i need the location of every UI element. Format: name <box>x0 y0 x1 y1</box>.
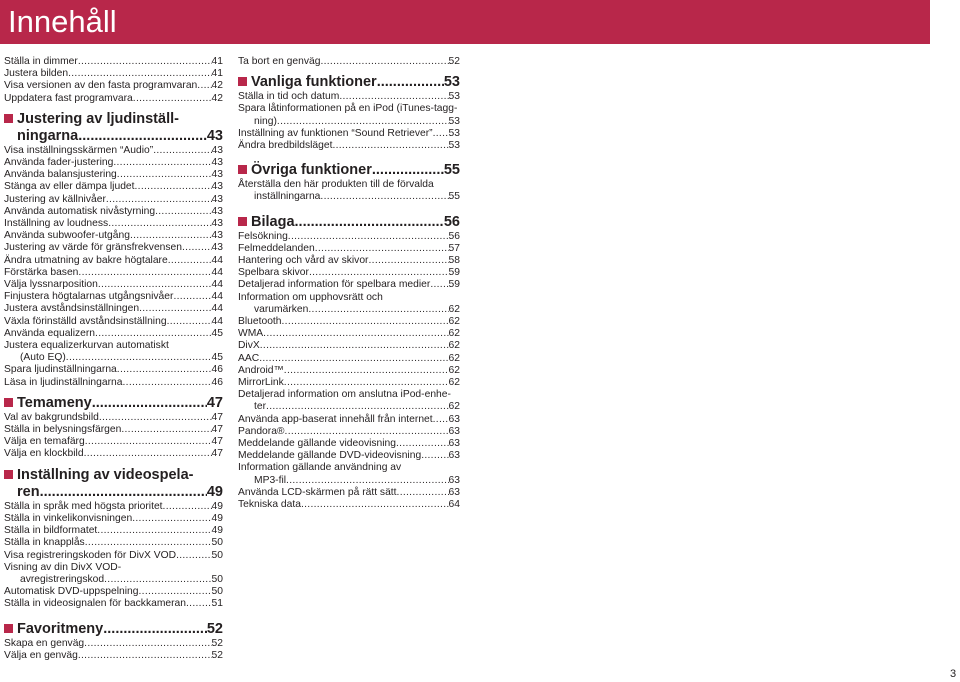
toc-entry-page: 63 <box>448 486 460 498</box>
toc-entry[interactable] <box>238 267 460 279</box>
section-heading[interactable]: Favoritmeny ..... 52 <box>4 621 223 638</box>
toc-entry-multiline[interactable] <box>4 562 223 586</box>
page-number: 3 <box>950 668 957 680</box>
toc-entry-continuation <box>238 191 460 203</box>
dot-leader <box>123 377 212 389</box>
dot-leader <box>176 550 211 562</box>
toc-entry-label: Detaljerad information om anslutna iPod-enhe- <box>238 389 451 401</box>
toc-entry-page: 44 <box>211 254 223 266</box>
toc-entry[interactable] <box>4 424 223 436</box>
toc-entry-label: Spara ljudinställningarna <box>4 364 117 376</box>
toc-entry[interactable] <box>238 140 460 152</box>
toc-entry-multiline[interactable] <box>238 292 460 316</box>
toc-entry-label: Bluetooth <box>238 316 282 328</box>
toc-entry[interactable] <box>4 218 223 230</box>
toc-entry-page: 52 <box>211 637 223 649</box>
toc-entry[interactable] <box>4 586 223 598</box>
toc-entry[interactable] <box>238 328 460 340</box>
toc-entry[interactable] <box>4 412 223 424</box>
toc-entry-label: Uppdatera fast programvara <box>4 92 133 104</box>
dot-leader <box>308 304 448 316</box>
toc-entry-label: ning) <box>254 115 277 127</box>
toc-entry[interactable] <box>238 56 460 68</box>
toc-entry-page: 44 <box>211 279 223 291</box>
toc-entry-label: Ställa in tid och datum <box>238 91 340 103</box>
toc-entry-label: Felsökning <box>238 230 288 242</box>
toc-entry-label: inställningarna <box>254 191 321 203</box>
dot-leader <box>98 279 212 291</box>
toc-entry[interactable] <box>4 145 223 157</box>
toc-column-left <box>4 56 223 662</box>
toc-entry-page: 63 <box>448 425 460 437</box>
toc-entry-page: 63 <box>448 438 460 450</box>
section-heading-continuation[interactable]: ningarna ..... 43 <box>4 128 223 145</box>
dot-leader <box>301 499 449 511</box>
dot-leader <box>309 267 449 279</box>
toc-entry[interactable] <box>238 438 460 450</box>
toc-entry-label: Justera bilden <box>4 68 69 80</box>
toc-entry[interactable] <box>4 206 223 218</box>
toc-entry-label: Ändra utmatning av bakre högtalare <box>4 254 168 266</box>
dot-leader <box>186 598 212 610</box>
toc-entry-label: Android™ <box>238 364 284 376</box>
page-title: Innehåll <box>8 4 117 39</box>
toc-entry-multiline[interactable] <box>238 179 460 203</box>
toc-entry-page: 47 <box>211 424 223 436</box>
toc-entry-label: Återställa den här produkten till de förvalda <box>238 179 434 191</box>
toc-entry[interactable] <box>4 194 223 206</box>
dot-leader <box>260 340 449 352</box>
toc-entry[interactable] <box>4 242 223 254</box>
toc-entry-page: 49 <box>211 525 223 537</box>
toc-entry[interactable] <box>4 448 223 460</box>
toc-entry[interactable] <box>238 377 460 389</box>
toc-entry-label: Ställa in knapplås <box>4 537 85 549</box>
dot-leader <box>104 574 211 586</box>
dot-leader <box>139 586 212 598</box>
dot-leader <box>167 316 212 328</box>
toc-entry-label: MirrorLink <box>238 377 284 389</box>
toc-entry[interactable] <box>4 501 223 513</box>
toc-entry-page: 46 <box>211 376 223 388</box>
toc-entry-label: Information om upphovsrätt och <box>238 291 383 303</box>
toc-entry-label: Ändra bredbildsläget <box>238 140 333 152</box>
toc-entry[interactable] <box>4 436 223 448</box>
toc-entry-page: 62 <box>448 340 460 352</box>
toc-entry-label: Skapa en genväg <box>4 637 85 649</box>
toc-entry-page: 43 <box>211 144 223 156</box>
toc-entry-multiline[interactable] <box>238 389 460 413</box>
section-marker-icon <box>238 165 247 174</box>
toc-entry[interactable] <box>238 499 460 511</box>
section-heading[interactable]: Inställning av videospela- <box>4 467 223 484</box>
dot-leader <box>135 181 212 193</box>
toc-entry[interactable] <box>4 279 223 291</box>
toc-entry[interactable] <box>238 340 460 352</box>
toc-entry-multiline[interactable] <box>4 340 223 364</box>
dot-leader <box>433 414 449 426</box>
toc-entry[interactable] <box>4 598 223 610</box>
toc-entry-page: 62 <box>448 316 460 328</box>
toc-entry[interactable] <box>238 128 460 140</box>
toc-entry[interactable] <box>4 377 223 389</box>
toc-entry-continuation <box>238 304 460 316</box>
toc-entry-page: 44 <box>211 291 223 303</box>
toc-entry-label: Spelbara skivor <box>238 267 309 279</box>
dot-leader <box>85 537 212 549</box>
toc-entry-label: Ställa in vinkelikonvisningen <box>4 512 133 524</box>
toc-entry-label: Inställning av funktionen “Sound Retriever” <box>238 127 433 139</box>
toc-entry[interactable] <box>238 231 460 243</box>
toc-entry-label: Välja en klockbild <box>4 448 84 460</box>
toc-entry-page: 50 <box>211 586 223 598</box>
dot-leader <box>78 650 212 662</box>
toc-entry-page: 44 <box>211 303 223 315</box>
toc-entry[interactable] <box>4 56 223 68</box>
toc-entry-label: Ställa in belysningsfärgen <box>4 424 122 436</box>
section-heading[interactable]: Vanliga funktioner ..... 53 <box>238 74 460 91</box>
section-marker-icon <box>238 217 247 226</box>
dot-leader <box>266 401 449 413</box>
dot-leader <box>78 267 211 279</box>
dot-leader <box>133 93 212 105</box>
toc-entry-page: 57 <box>448 242 460 254</box>
toc-entry[interactable] <box>4 80 223 92</box>
dot-leader <box>163 501 212 513</box>
dot-leader <box>397 487 449 499</box>
toc-entry-label: Tekniska data <box>238 499 301 511</box>
toc-entry-label: Information gällande användning av <box>238 462 402 474</box>
toc-entry-label: DivX <box>238 340 260 352</box>
toc-entry-page: 63 <box>448 450 460 462</box>
dot-leader <box>68 68 211 80</box>
toc-entry-label: AAC <box>238 352 260 364</box>
toc-entry-page: 50 <box>211 549 223 561</box>
toc-entry[interactable] <box>238 91 460 103</box>
toc-entry-page: 45 <box>211 352 223 364</box>
toc-entry[interactable] <box>238 243 460 255</box>
toc-entry[interactable] <box>4 157 223 169</box>
toc-entry-label: Använda balansjustering <box>4 169 117 181</box>
toc-entry[interactable] <box>4 364 223 376</box>
dot-leader <box>286 475 448 487</box>
dot-leader <box>99 412 212 424</box>
toc-entry-label: Ställa in videosignalen för backkameran <box>4 598 187 610</box>
toc-entry-page: 51 <box>211 598 223 610</box>
toc-entry[interactable] <box>4 650 223 662</box>
toc-entry[interactable] <box>238 365 460 377</box>
toc-entry-page: 47 <box>211 436 223 448</box>
dot-leader <box>320 191 448 203</box>
toc-entry-label: Använda subwoofer-utgång <box>4 230 130 242</box>
dot-leader <box>117 169 212 181</box>
toc-entry[interactable] <box>4 513 223 525</box>
toc-entry[interactable] <box>4 537 223 549</box>
dot-leader <box>117 364 212 376</box>
section-marker-icon <box>4 398 13 407</box>
dot-leader <box>108 218 211 230</box>
toc-entry[interactable] <box>4 267 223 279</box>
toc-entry-multiline[interactable] <box>238 103 460 127</box>
toc-entry[interactable] <box>4 255 223 267</box>
toc-entry-continuation <box>4 574 223 586</box>
toc-entry-page: 53 <box>448 91 460 103</box>
toc-entry-page: 62 <box>448 303 460 315</box>
toc-entry[interactable] <box>4 181 223 193</box>
toc-entry-label: Ställa in bildformatet <box>4 525 98 537</box>
dot-leader <box>113 157 211 169</box>
dot-leader <box>315 243 449 255</box>
toc-entry-page: 50 <box>211 573 223 585</box>
dot-leader <box>339 91 448 103</box>
toc-entry-label: MP3-fil <box>254 474 287 486</box>
dot-leader <box>282 316 449 328</box>
toc-entry-page: 44 <box>211 315 223 327</box>
dot-leader <box>66 352 212 364</box>
toc-entry[interactable] <box>238 279 460 291</box>
toc-entry-label: Visa inställningsskärmen “Audio” <box>4 144 154 156</box>
toc-entry-page: 47 <box>211 448 223 460</box>
toc-entry-page: 43 <box>211 157 223 169</box>
toc-entry-label: Pandora® <box>238 425 285 437</box>
toc-entry[interactable] <box>238 426 460 438</box>
toc-entry-page: 53 <box>448 127 460 139</box>
dot-leader <box>132 513 211 525</box>
toc-entry-page: 52 <box>448 56 460 67</box>
toc-entry-label: Använda app-baserat innehåll från internet <box>238 413 433 425</box>
toc-entry-label: Använda LCD-skärmen på rätt sätt <box>238 486 397 498</box>
dot-leader <box>84 448 212 460</box>
dot-leader <box>396 438 449 450</box>
toc-entry-page: 43 <box>211 205 223 217</box>
section-marker-icon <box>238 77 247 86</box>
toc-entry[interactable] <box>4 230 223 242</box>
toc-column-right <box>238 56 460 511</box>
toc-entry[interactable] <box>4 93 223 105</box>
header-banner <box>0 0 930 44</box>
toc-entry-label: ter <box>254 401 267 413</box>
dot-leader <box>369 255 449 267</box>
toc-entry-page: 43 <box>211 193 223 205</box>
toc-entry-continuation <box>238 116 460 128</box>
toc-entry-label: Felmeddelanden <box>238 242 315 254</box>
dot-leader <box>421 450 448 462</box>
dot-leader <box>84 638 211 650</box>
toc-entry[interactable] <box>4 638 223 650</box>
toc-entry-page: 41 <box>211 56 223 67</box>
toc-entry-page: 47 <box>211 411 223 423</box>
toc-entry[interactable] <box>4 525 223 537</box>
toc-entry-label: Hantering och vård av skivor <box>238 255 369 267</box>
toc-entry-page: 45 <box>211 327 223 339</box>
toc-entry-page: 50 <box>211 537 223 549</box>
toc-entry[interactable] <box>238 487 460 499</box>
toc-entry-label: Ställa in dimmer <box>4 56 78 67</box>
toc-entry-label: WMA <box>238 328 264 340</box>
toc-entry-label: Använda automatisk nivåstyrning <box>4 205 156 217</box>
section-heading[interactable]: Temameny ..... 47 <box>4 395 223 412</box>
section-marker-icon <box>4 470 13 479</box>
toc-entry-label: Stänga av eller dämpa ljudet <box>4 181 135 193</box>
toc-entry-label: Spara låtinformationen på en iPod (iTunes-tagg- <box>238 103 458 115</box>
dot-leader <box>285 426 449 438</box>
section-marker-icon <box>4 114 13 123</box>
toc-entry-multiline[interactable] <box>238 462 460 486</box>
dot-leader <box>284 377 449 389</box>
toc-entry[interactable] <box>4 169 223 181</box>
toc-entry-page: 58 <box>448 255 460 267</box>
toc-entry-page: 41 <box>211 68 223 80</box>
toc-entry-page: 59 <box>448 279 460 291</box>
dot-leader <box>85 436 212 448</box>
dot-leader <box>130 230 212 242</box>
dot-leader <box>284 365 449 377</box>
dot-leader <box>153 145 211 157</box>
toc-entry-label: Visa registreringskoden för DivX VOD <box>4 549 177 561</box>
toc-entry-page: 52 <box>211 649 223 661</box>
toc-entry[interactable] <box>4 328 223 340</box>
toc-entry-continuation <box>4 352 223 364</box>
section-heading-continuation[interactable]: ren ..... 49 <box>4 484 223 501</box>
toc-entry-label: Inställning av loudness <box>4 218 109 230</box>
toc-entry-label: Meddelande gällande DVD-videovisning <box>238 450 422 462</box>
toc-entry-page: 42 <box>211 92 223 104</box>
toc-entry-label: Visning av din DivX VOD- <box>4 561 122 573</box>
dot-leader <box>97 525 211 537</box>
dot-leader <box>430 279 448 291</box>
toc-entry-page: 63 <box>448 413 460 425</box>
toc-entry-page: 43 <box>211 169 223 181</box>
toc-entry-label: Val av bakgrundsbild <box>4 411 99 423</box>
toc-entry[interactable] <box>4 550 223 562</box>
toc-entry-label: Detaljerad information för spelbara medier <box>238 279 431 291</box>
toc-entry-page: 49 <box>211 500 223 512</box>
toc-entry-page: 44 <box>211 266 223 278</box>
toc-entry-page: 59 <box>448 267 460 279</box>
section-heading[interactable]: Bilaga ..... 56 <box>238 214 460 231</box>
dot-leader <box>173 291 211 303</box>
toc-entry-label: avregistreringskod <box>20 573 105 585</box>
toc-entry-page: 62 <box>448 352 460 364</box>
toc-entry-label: Meddelande gällande videovisning <box>238 438 397 450</box>
toc-entry[interactable] <box>4 316 223 328</box>
toc-entry-continuation <box>238 401 460 413</box>
dot-leader <box>168 255 212 267</box>
toc-entry-label: Automatisk DVD-uppspelning <box>4 586 139 598</box>
dot-leader <box>197 80 211 92</box>
toc-entry-page: 62 <box>448 364 460 376</box>
toc-entry-label: Förstärka basen <box>4 266 79 278</box>
toc-entry-label: Välja en temafärg <box>4 436 85 448</box>
toc-entry-page: 43 <box>211 230 223 242</box>
toc-entry-label: Läsa in ljudinställningarna <box>4 376 123 388</box>
toc-entry-label: varumärken <box>254 303 309 315</box>
toc-entry-label: Finjustera högtalarnas utgångsnivåer <box>4 291 174 303</box>
toc-entry-label: Justering av källnivåer <box>4 193 106 205</box>
section-marker-icon <box>4 624 13 633</box>
dot-leader <box>259 353 448 365</box>
toc-entry-page: 64 <box>448 499 460 511</box>
toc-entry-page: 42 <box>211 80 223 92</box>
toc-entry-label: Ta bort en genväg <box>238 56 321 67</box>
dot-leader <box>121 424 211 436</box>
section-heading[interactable]: Justering av ljudinställ- <box>4 111 223 128</box>
toc-entry-label: (Auto EQ) <box>20 352 66 364</box>
toc-entry-label: Välja lyssnarposition <box>4 279 98 291</box>
dot-leader <box>106 194 212 206</box>
toc-entry[interactable] <box>238 316 460 328</box>
toc-entry-label: Justera equalizerkurvan automatiskt <box>4 340 169 352</box>
toc-entry[interactable] <box>238 414 460 426</box>
toc-entry-page: 62 <box>448 401 460 413</box>
toc-entry-page: 53 <box>448 140 460 152</box>
toc-entry-page: 43 <box>211 218 223 230</box>
toc-entry[interactable] <box>238 450 460 462</box>
dot-leader <box>332 140 448 152</box>
dot-leader <box>182 242 212 254</box>
dot-leader <box>139 303 211 315</box>
dot-leader <box>277 116 449 128</box>
dot-leader <box>263 328 448 340</box>
toc-entry-label: Visa versionen av den fasta programvaran <box>4 80 198 92</box>
toc-entry-page: 49 <box>211 512 223 524</box>
toc-entry-continuation <box>238 475 460 487</box>
toc-entry-label: Använda fader-justering <box>4 157 114 169</box>
toc-entry-page: 53 <box>448 115 460 127</box>
toc-entry-label: Använda equalizern <box>4 327 96 339</box>
dot-leader <box>78 56 212 68</box>
toc-entry-label: Justera avståndsinställningen <box>4 303 140 315</box>
toc-entry-page: 43 <box>211 242 223 254</box>
toc-entry[interactable] <box>238 353 460 365</box>
toc-entry-label: Ställa in språk med högsta prioritet <box>4 500 163 512</box>
toc-entry-page: 55 <box>448 191 460 203</box>
toc-entry-page: 62 <box>448 328 460 340</box>
dot-leader <box>433 128 449 140</box>
dot-leader <box>155 206 211 218</box>
toc-entry-page: 46 <box>211 364 223 376</box>
toc-entry-label: Välja en genväg <box>4 649 78 661</box>
toc-entry[interactable] <box>4 291 223 303</box>
toc-entry-page: 56 <box>448 230 460 242</box>
toc-entry-label: Växla förinställd avståndsinställning <box>4 315 167 327</box>
toc-entry-page: 43 <box>211 181 223 193</box>
dot-leader <box>288 231 449 243</box>
toc-entry[interactable] <box>4 303 223 315</box>
toc-entry-page: 63 <box>448 474 460 486</box>
toc-entry[interactable] <box>238 255 460 267</box>
toc-entry-label: Justering av värde för gränsfrekvensen <box>4 242 182 254</box>
toc-entry-page: 62 <box>448 377 460 389</box>
section-heading[interactable]: Övriga funktioner ..... 55 <box>238 162 460 179</box>
toc-entry[interactable] <box>4 68 223 80</box>
dot-leader <box>320 56 448 68</box>
dot-leader <box>95 328 212 340</box>
